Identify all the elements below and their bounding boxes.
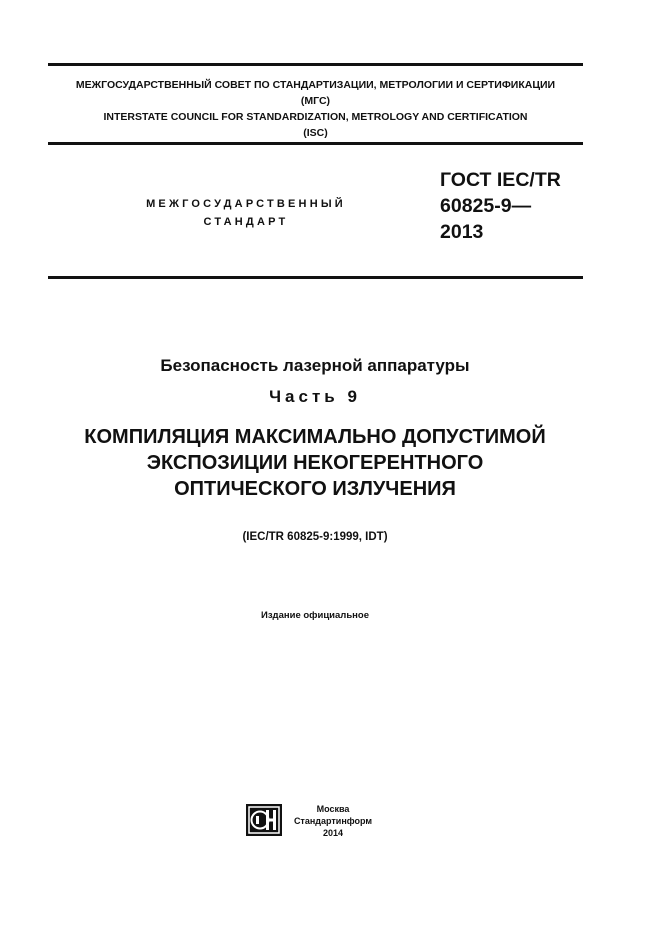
standard-kind-line1: МЕЖГОСУДАРСТВЕННЫЙ (146, 198, 346, 210)
publisher-city: Москва (316, 804, 350, 814)
council-header (48, 77, 583, 141)
document-subtitle (40, 424, 590, 502)
header-divider-rule (48, 142, 583, 145)
standard-number (440, 167, 561, 245)
standard-kind (96, 195, 396, 231)
publisher-year: 2014 (322, 828, 344, 838)
council-name-en: INTERSTATE COUNCIL FOR STANDARDIZATION, METROLOGY AND CERTIFICATION (103, 111, 528, 123)
edition-label: Издание официальное (261, 610, 369, 621)
document-subtitle-line1: КОМПИЛЯЦИЯ МАКСИМАЛЬНО ДОПУСТИМОЙ (84, 426, 546, 448)
council-abbr-ru: (МГС) (300, 95, 331, 107)
standard-kind-line2: СТАНДАРТ (203, 216, 289, 228)
standard-number-line3: 2013 (440, 221, 484, 243)
document-subtitle-line3: ОПТИЧЕСКОГО ИЗЛУЧЕНИЯ (174, 478, 456, 500)
top-rule (48, 63, 583, 66)
council-abbr-en: (ISC) (303, 127, 328, 139)
publisher-name: Стандартинформ (293, 816, 373, 826)
council-name-ru: МЕЖГОСУДАРСТВЕННЫЙ СОВЕТ ПО СТАНДАРТИЗАЦИИ, МЕТРОЛОГИИ И СЕРТИФИКАЦИИ (75, 79, 556, 91)
publisher-info (290, 803, 376, 839)
standartinform-logo-icon (246, 804, 282, 836)
iec-reference: (IEC/TR 60825-9:1999, IDT) (242, 531, 388, 543)
document-subtitle-line2: ЭКСПОЗИЦИИ НЕКОГЕРЕНТНОГО (146, 452, 484, 474)
document-title: Безопасность лазерной аппаратуры (160, 356, 470, 375)
standard-number-line2: 60825-9— (440, 195, 532, 217)
title-divider-rule (48, 276, 583, 279)
standard-number-line1: ГОСТ IEC/TR (440, 169, 561, 191)
document-part: Часть 9 (269, 387, 361, 406)
